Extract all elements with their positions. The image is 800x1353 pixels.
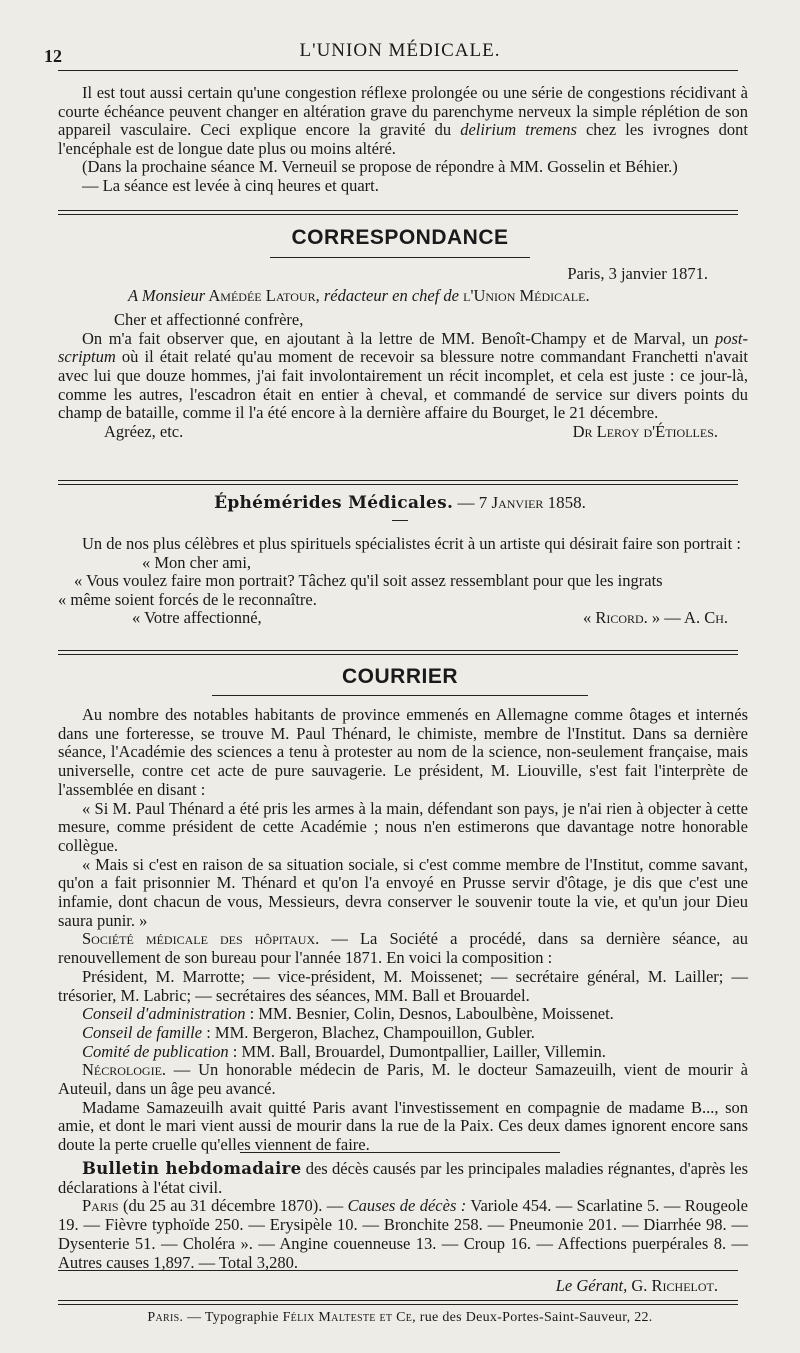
letter-body: On m'a fait observer que, en ajoutant à la lettre de MM. Benoît-Champy et de Marval, un post-scriptum où il était relaté qu'au moment de recevoir sa blessure notre commandant Franchetti n'avait avec lui que douze hommes, j'ai fait involontairement un récit incomplet, et cela est juste : ce jour-là, comme les autres, l'escadron était en entier à cheval, et commandé de service sur divers points du champ de bataille, comme il l'a été encore à la dernière affaire du Bourget, le 21 décembre.: [58, 328, 748, 423]
dash-rule: [392, 520, 408, 521]
correspondance-section: [58, 265, 748, 441]
header-rule: [58, 70, 738, 71]
letter-signoff-row: [58, 423, 748, 442]
societe-paragraph: Société médicale des hôpitaux. — La Société a procédé, dans sa dernière séance, au renouvellement de son bureau pour l'année 1871. En voici la composition :: [58, 929, 748, 968]
dateline: Paris, 3 janvier 1871.: [567, 264, 708, 283]
bureau-composition: Président, M. Marrotte; — vice-président, M. Moissenet; — secrétaire général, M. Lailler; — trésorier, M. Labric; — secrétaires des séances, MM. Ball et Brouardel.: [58, 966, 748, 1005]
section-rule: [58, 480, 738, 485]
gerant-rule: [58, 1270, 738, 1271]
necrologie-paragraph: Madame Samazeuilh avait quitté Paris avant l'investissement en compagnie de madame B..., son amie, et dont le mari vient aussi de mourir dans la rue de la Paix. Ces deux dames ignorent encore sans doute la perte cruelle qu'elles viennent de faire.: [58, 1097, 748, 1155]
intro-section: [58, 84, 748, 196]
address-line: A Monsieur Amédée Latour, rédacteur en chef de l'Union Médicale.: [128, 285, 590, 305]
comite-publication: Comité de publication : MM. Ball, Brouardel, Dumontpallier, Lailler, Villemin.: [82, 1041, 606, 1061]
page-number: 12: [44, 46, 62, 66]
footer-rule: [58, 1300, 738, 1305]
signature: Dr Leroy d'Étiolles.: [572, 421, 718, 441]
bulletin-intro: Bulletin hebdomadaire des décès causés par les principales maladies régnantes, d'après les déclarations à l'état civil.: [58, 1159, 748, 1197]
intro-note: (Dans la prochaine séance M. Verneuil se propose de répondre à MM. Gosselin et Béhier.): [82, 157, 678, 177]
necrologie-paragraph: Nécrologie. — Un honorable médecin de Paris, M. le docteur Samazeuilh, vient de mourir à Auteuil, dans un âge peu avancé.: [58, 1060, 748, 1099]
ephemerides-section: [58, 535, 748, 628]
signoff: Agréez, etc.: [104, 421, 184, 441]
bulletin-stats: Paris (du 25 au 31 décembre 1870). — Causes de décès : Variole 454. — Scarlatine 5. — Rougeole 19. — Fièvre typhoïde 250. — Erysipèle 10. — Bronchite 258. — Pneumonie 201. — Diarrhée 98. — Dysenterie 51. — Choléra ». — Angine couenneuse 13. — Croup 16. — Affections puerpérales 8. — Autres causes 1,897. — Total 3,280.: [58, 1196, 748, 1272]
quote-line: « même soient forcés de le reconnaître.: [58, 589, 317, 609]
courrier-paragraph: Au nombre des notables habitants de province emmenés en Allemagne comme ôtages et internés dans une forteresse, se trouve M. Paul Thénard, le chimiste, membre de l'Institut. Dans sa dernière séance, l'Académie des sciences a tenu à protester au nom de la science, non-seulement française, mais universelle, contre cet acte de pure sauvagerie. Le président, M. Liouville, s'est fait l'interprète de l'assemblée en disant :: [58, 705, 748, 799]
running-title: L'UNION MÉDICALE.: [299, 40, 501, 61]
conseil-famille: Conseil de famille : MM. Bergeron, Blachez, Champouillon, Gubler.: [82, 1022, 535, 1042]
heading-underline: [270, 257, 530, 258]
heading-underline: [212, 695, 588, 696]
quote-line: « Vous voulez faire mon portrait? Tâchez qu'il soit assez ressemblant pour que les ingrats: [74, 571, 663, 591]
section-rule: [58, 210, 738, 215]
quote-line: « Votre affectionné,: [132, 608, 262, 628]
courrier-heading: COURRIER: [341, 665, 458, 688]
bulletin-section: [58, 1160, 748, 1272]
quote-signoff-row: [58, 609, 748, 628]
intro-paragraph: Il est tout aussi certain qu'une congestion réflexe prolongée ou une série de congestions récidivant à courte échéance peuvent changer en altération grave du parenchyme nerveux la simple réplétion de son appareil vasculaire. Ceci explique encore la gravité du delirium tremens chez les ivrognes dont l'encéphale est de longue date plus ou moins altéré.: [58, 83, 749, 158]
correspondance-heading: CORRESPONDANCE: [291, 226, 509, 249]
gerant-line: Le Gérant, G. Richelot.: [555, 1276, 718, 1295]
courrier-paragraph: « Si M. Paul Thénard a été pris les armes à la main, défendant son pays, je n'ai rien à objecter à cette mesure, comme président de cette Académie ; nous n'en estimerons que davantage notre honorable collègue.: [58, 798, 748, 855]
conseil-administration: Conseil d'administration : MM. Besnier, Colin, Desnos, Laboulbène, Moissenet.: [82, 1004, 614, 1024]
courrier-section: [58, 706, 748, 1155]
intro-closing: — La séance est levée à cinq heures et quart.: [82, 175, 379, 195]
quote-signature: « Ricord. » — A. Ch.: [582, 608, 728, 628]
bulletin-rule: [240, 1152, 560, 1153]
salutation: Cher et affectionné confrère,: [114, 310, 304, 330]
ephemerides-heading: Éphémérides Médicales. — 7 Janvier 1858.: [214, 493, 586, 513]
section-rule: [58, 650, 738, 655]
ephemerides-intro: Un de nos plus célèbres et plus spirituels spécialistes écrit à un artiste qui désirait faire son portrait :: [82, 534, 741, 553]
quote-line: « Mon cher ami,: [142, 552, 252, 572]
printer-footer: Paris. — Typographie Félix Malteste et Ce, rue des Deux-Portes-Saint-Sauveur, 22.: [147, 1310, 653, 1325]
courrier-paragraph: « Mais si c'est en raison de sa situation sociale, si c'est comme membre de l'Institut, comme savant, qu'on a fait prisonnier M. Thénard et qu'on l'a envoyé en Prusse servir d'ôtage, je dis que c'est une infamie, dont chacun de vous, Messieurs, devra conserver le souvenir toute la vie, et qu'un jour Dieu saura punir. »: [58, 854, 748, 930]
